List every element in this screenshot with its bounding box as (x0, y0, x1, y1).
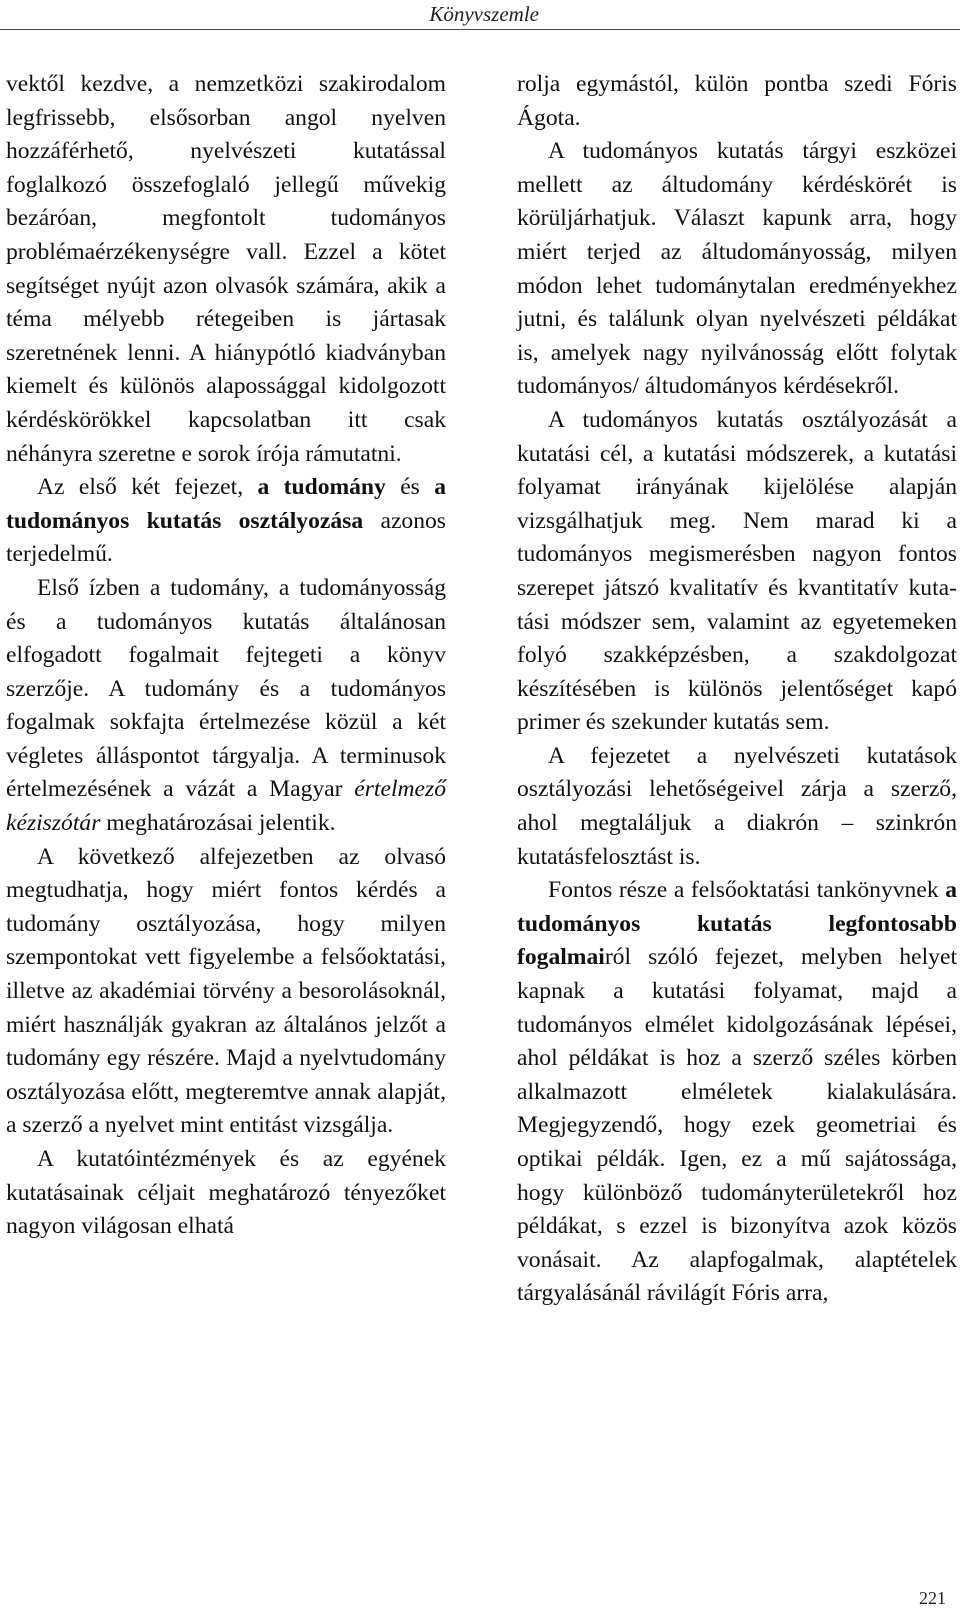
running-head-title: Könyvszemle (429, 2, 539, 26)
paragraph: A következő alfejezetben az olvasó megtudhatja, hogy miért fontos kérdés a tudomány osztályozása, hogy milyen szempontokat vett figyelembe a felsőoktatási, illetve az akadémiai törvény a besorolásoknál, miért használják gyakran az általános jelzőt a tudomány egy részére. Majd a nyelvtudomány osztályozása előtt, megteremtve annak alapját, a szerző a nyelvet mint entitást vizsgálja. (6, 843, 446, 1139)
text-run: Az első két fejezet, (37, 474, 258, 501)
paragraph: A tudományos kutatás osztályozását a kutatási cél, a kutatási módszerek, a kutatási folyamat irányának kijelölése alapján vizsgálhatjuk meg. Nem marad ki a tudományos megismerésben nagyon fontos szerepet játszó kvalitatív és kvantitatív kutatási módszer sem, valamint az egyetemeken folyó szakképzésben, a szakdolgozat készítésében is különös jelentőséget kapó primer és szekunder kutatás sem. (517, 406, 957, 736)
italic-text: értelmező kéziszótár (6, 776, 446, 837)
bold-text: a tudomány (257, 474, 386, 501)
paragraph: A fejezetet a nyelvészeti kutatások osztályozási lehetőségeivel zárja a szerző, ahol megtaláljuk a diakrón – szinkrón kutatásfelosztást is. (517, 742, 957, 870)
paragraph: vektől kezdve, a nemzetközi szakirodalom legfrissebb, elsősorban angol nyelven hozzáférhető, nyelvészeti kutatással foglalkozó összefoglaló jellegű művekig bezáróan, megfontolt tudományos problémaérzékenységre vall. Ezzel a kötet segítséget nyújt azon olvasók számára, akik a téma mélyebb rétegeiben is jártasak szeretnének lenni. A hiánypótló kiadványban kiemelt és különös alapossággal kidolgozott kérdéskörökkel kapcsolatban itt csak néhányra szeretne e sorok írója rámutatni. (6, 71, 446, 467)
page-number: 221 (919, 1588, 946, 1608)
bold-text: a tudományos kutatás osztályozása (6, 474, 446, 534)
running-head (0, 0, 960, 30)
text-run: ról szóló fejezet, melyben helyet kapnak a kutatási folyamat, majd a tudományos elmélet kidolgozásának lépései, ahol példákat is hoz a szerző széles körben alkalmazott elméletek kialakulására. Megjegyzendő, hogy ezek geometriai és optikai példák. Igen, ez a mű sajátossága, hogy különböző tudományterületekről hoz példákat, s ezzel is bizonyítva azok közös vonásait. Az alapfogalmak, alaptételek tárgyalásánál rávilágít Fóris arra, (517, 944, 957, 1307)
text-run: Fontos része a felsőoktatási tankönyvnek (548, 877, 946, 904)
paragraph (6, 572, 446, 841)
paragraph (517, 874, 957, 1311)
text-run: és (385, 474, 435, 501)
paragraph: A tudományos kutatás tárgyi eszközei mellett az áltudomány kérdéskörét is körüljárhatjuk. Választ kapunk arra, hogy miért terjed az áltudományosság, milyen módon lehet tudománytalan eredményekhez jutni, és találunk olyan nyelvészeti példákat is, amelyek nagy nyilvánosság előtt folytak tudományos/ áltudományos kérdésekről. (517, 138, 957, 400)
text-run: meghatározásai jelentik. (100, 810, 336, 837)
bold-text: a tudományos kutatás legfontosabb fogalmai (517, 877, 957, 971)
paragraph (6, 471, 446, 572)
paragraph: A kutatóintézmények és az egyének kutatásainak céljait meghatározó tényezőket nagyon világosan elhatá (6, 1146, 446, 1240)
text-run: Első ízben a tudomány, a tudományosság és a tudományos kutatás általánosan elfogadott fogalmait fejtegeti a könyv szerzője. A tudomány és a tudományos fogalmak sokfajta értelmezése közül a két végletes álláspontot tárgyalja. A terminusok értelmezésének a vázát a Magyar (6, 574, 446, 803)
paragraph: rolja egymástól, külön pontba szedi Fóris Ágota. (517, 71, 957, 131)
right-column (517, 68, 957, 1311)
left-column (6, 68, 446, 1244)
text-run: azonos terjedelmű. (6, 507, 446, 568)
